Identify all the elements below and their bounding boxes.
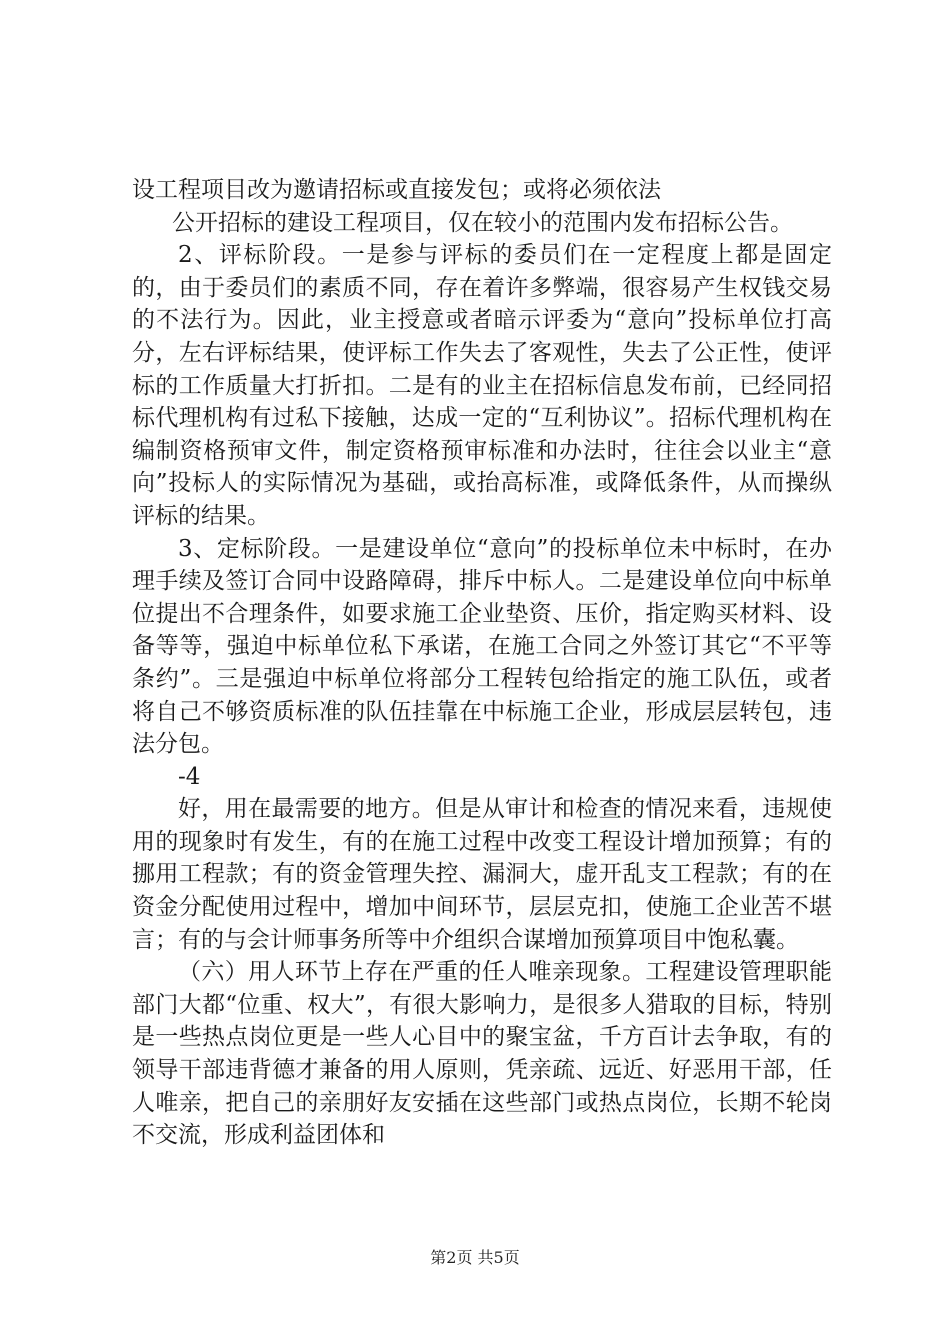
document-body [132, 174, 832, 1152]
page-footer: 第2页 共5页 [430, 1248, 520, 1267]
page-marker: -4 [178, 763, 201, 790]
paragraph-2: 公开招标的建设工程项目，仅在较小的范围内发布招标公告。 [172, 209, 793, 236]
paragraph-5: 好，用在最需要的地方。但是从审计和检查的情况来看，违规使用的现象时有发生，有的在施工过程中改变工程设计增加预算；有的挪用工程款；有的资金管理失控、漏洞大，虚开乱支工程款；有的在资金分配使用过程中，增加中间环节，层层克扣，使施工企业苦不堪言；有的与会计师事务所等中介组织合谋增加预算项目中饱私囊。 [132, 796, 832, 953]
paragraph-4: 3、定标阶段。一是建设单位“意向”的投标单位未中标时，在办理手续及签订合同中设路障碍，排斥中标人。二是建设单位向中标单位提出不合理条件，如要求施工企业垫资、压价，指定购买材料、设备等等，强迫中标单位私下承诺，在施工合同之外签订其它“不平等条约”。三是强迫中标单位将部分工程转包给指定的施工队伍，或者将自己不够资质标准的队伍挂靠在中标施工企业，形成层层转包，违法分包。 [132, 535, 832, 758]
paragraph-6: （六）用人环节上存在严重的任人唯亲现象。工程建设管理职能部门大都“位重、权大”，有很大影响力，是很多人猎取的目标，特别是一些热点岗位更是一些人心目中的聚宝盆，千方百计去争取，有的领导干部违背德才兼备的用人原则，凭亲疏、远近、好恶用干部，任人唯亲，把自己的亲朋好友安插在这些部门或热点岗位，长期不轮岗不交流，形成利益团体和 [132, 959, 832, 1149]
paragraph-1: 设工程项目改为邀请招标或直接发包；或将必须依法 [132, 177, 661, 203]
paragraph-3: 2、评标阶段。一是参与评标的委员们在一定程度上都是固定的，由于委员们的素质不同，存在着许多弊端，很容易产生权钱交易的不法行为。因此，业主授意或者暗示评委为“意向”投标单位打高分，左右评标结果，使评标工作失去了客观性，失去了公正性，使评标的工作质量大打折扣。二是有的业主在招标信息发布前，已经同招标代理机构有过私下接触，达成一定的“互利协议”。招标代理机构在编制资格预审文件，制定资格预审标准和办法时，往往会以业主“意向”投标人的实际情况为基础，或抬高标准，或降低条件，从而操纵评标的结果。 [132, 242, 832, 529]
